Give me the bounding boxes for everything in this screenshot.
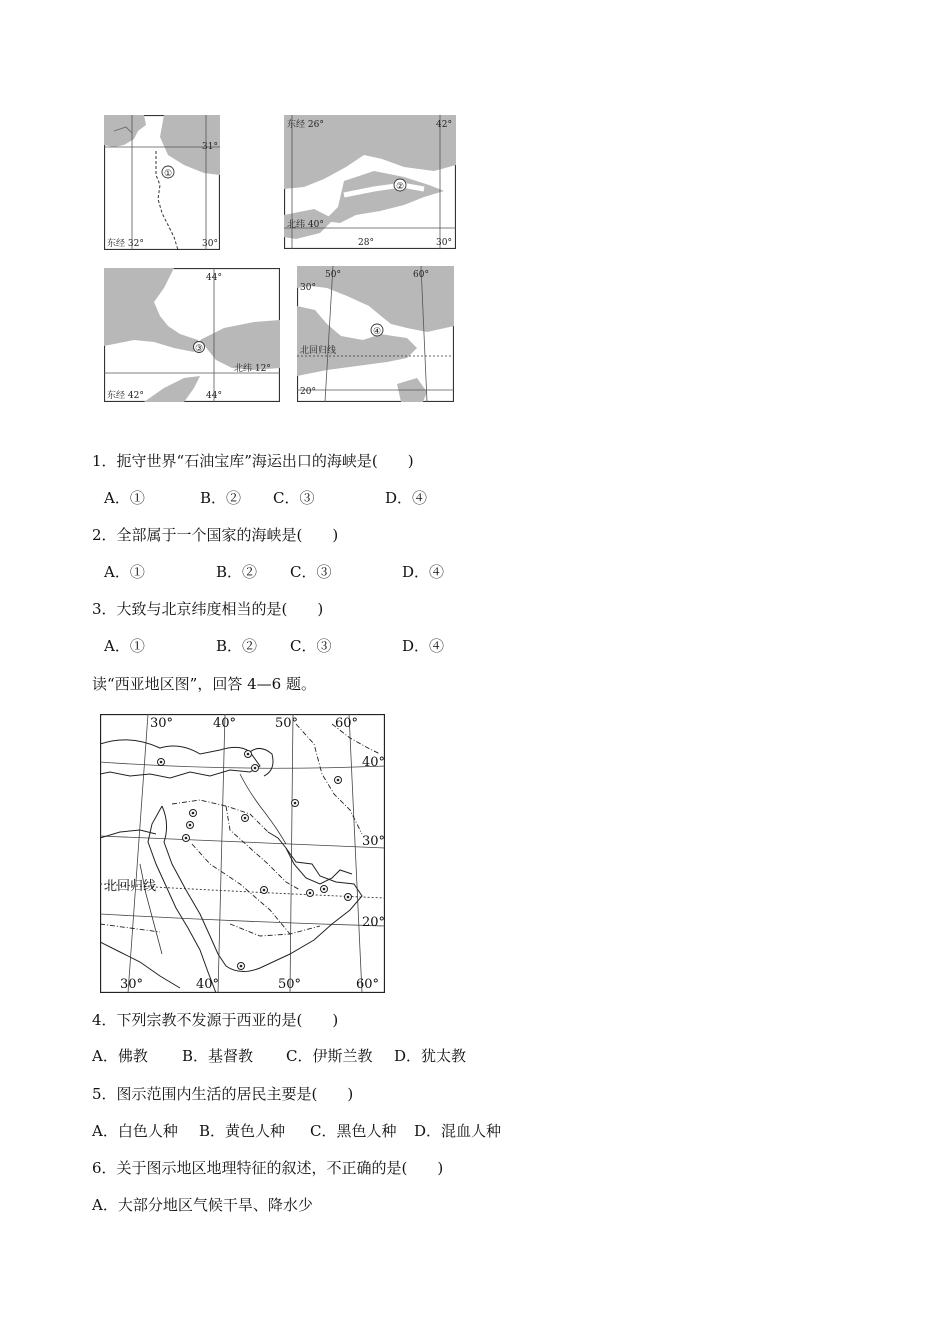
q2-option-d[interactable]: D．④ bbox=[402, 563, 445, 581]
q3-option-a[interactable]: A．① bbox=[104, 637, 145, 655]
strait-map-2 bbox=[284, 115, 456, 249]
question-3-text: 3．大致与北京纬度相当的是( ) bbox=[92, 600, 324, 618]
map4-lon-top-2: 60° bbox=[413, 270, 429, 280]
q1-option-d[interactable]: D．④ bbox=[385, 489, 428, 507]
map4-lon-top-1: 50° bbox=[325, 270, 341, 280]
wa-lat-20: 20° bbox=[362, 915, 385, 930]
map3-lon-bottom-2: 44° bbox=[206, 391, 222, 401]
wa-lon-top-40: 40° bbox=[213, 716, 237, 731]
q5-option-c[interactable]: C．黑色人种 bbox=[310, 1122, 397, 1140]
west-asia-map bbox=[100, 714, 385, 993]
q3-option-c[interactable]: C．③ bbox=[290, 637, 332, 655]
map1-marker: ① bbox=[164, 169, 173, 179]
q5-option-a[interactable]: A．白色人种 bbox=[92, 1122, 178, 1140]
q2-option-c[interactable]: C．③ bbox=[290, 563, 332, 581]
map3-lon-top: 44° bbox=[206, 273, 222, 283]
q1-option-b[interactable]: B．② bbox=[200, 489, 242, 507]
question-1-text: 1．扼守世界“石油宝库”海运出口的海峡是( ) bbox=[92, 452, 414, 470]
map4-lat-top: 30° bbox=[300, 283, 316, 293]
q2-option-a[interactable]: A．① bbox=[104, 563, 145, 581]
wa-lon-bottom-30: 30° bbox=[120, 977, 144, 992]
q3-option-d[interactable]: D．④ bbox=[402, 637, 445, 655]
strait-map-4 bbox=[297, 266, 454, 402]
map2-marker: ② bbox=[396, 182, 405, 192]
map2-lon-top-right: 42° bbox=[436, 120, 452, 130]
wa-lat-40: 40° bbox=[362, 755, 385, 770]
question-4-text: 4．下列宗教不发源于西亚的是( ) bbox=[92, 1011, 339, 1029]
map4-marker: ④ bbox=[373, 327, 382, 337]
q1-option-a[interactable]: A．① bbox=[104, 489, 145, 507]
map3-lat-label: 北纬 12° bbox=[234, 364, 271, 374]
wa-lon-top-60: 60° bbox=[335, 716, 359, 731]
map2-lon-top-left: 东经 26° bbox=[287, 120, 324, 130]
map2-lon-bottom-2: 30° bbox=[436, 238, 452, 248]
q3-option-b[interactable]: B．② bbox=[216, 637, 258, 655]
q4-option-d[interactable]: D．犹太教 bbox=[394, 1047, 467, 1065]
wa-lon-top-50: 50° bbox=[275, 716, 299, 731]
map2-lat-label: 北纬 40° bbox=[287, 220, 324, 230]
q1-option-c[interactable]: C．③ bbox=[273, 489, 315, 507]
q5-option-b[interactable]: B．黄色人种 bbox=[199, 1122, 286, 1140]
strait-map-1 bbox=[104, 115, 220, 250]
map3-marker: ③ bbox=[195, 344, 204, 354]
question-2-text: 2．全部属于一个国家的海峡是( ) bbox=[92, 526, 339, 544]
q4-option-a[interactable]: A．佛教 bbox=[92, 1047, 148, 1065]
q4-option-b[interactable]: B．基督教 bbox=[182, 1047, 254, 1065]
wa-lat-30: 30° bbox=[362, 834, 385, 849]
map1-lon-label-2: 30° bbox=[202, 239, 218, 249]
q6-option-a[interactable]: A．大部分地区气候干旱、降水少 bbox=[92, 1196, 313, 1214]
wa-lon-bottom-60: 60° bbox=[356, 977, 380, 992]
wa-tropic-label: 北回归线 bbox=[104, 879, 157, 894]
question-6-text: 6．关于图示地区地理特征的叙述，不正确的是( ) bbox=[92, 1159, 444, 1177]
map4-tropic-label: 北回归线 bbox=[300, 346, 337, 356]
map1-lon-label-1: 东经 32° bbox=[107, 239, 144, 249]
q5-option-d[interactable]: D．混血人种 bbox=[414, 1122, 502, 1140]
wa-lon-bottom-40: 40° bbox=[196, 977, 220, 992]
section-intro: 读“西亚地区图”，回答 4—6 题。 bbox=[92, 675, 316, 693]
map3-lon-bottom-1: 东经 42° bbox=[107, 391, 144, 401]
question-5-text: 5．图示范围内生活的居民主要是( ) bbox=[92, 1085, 354, 1103]
q2-option-b[interactable]: B．② bbox=[216, 563, 258, 581]
map2-lon-bottom-1: 28° bbox=[358, 238, 374, 248]
q4-option-c[interactable]: C．伊斯兰教 bbox=[286, 1047, 373, 1065]
wa-lon-bottom-50: 50° bbox=[278, 977, 302, 992]
map1-lat-label: 31° bbox=[202, 142, 218, 152]
strait-map-3 bbox=[104, 268, 280, 402]
map4-lat-bottom: 20° bbox=[300, 387, 316, 397]
wa-lon-top-30: 30° bbox=[150, 716, 174, 731]
